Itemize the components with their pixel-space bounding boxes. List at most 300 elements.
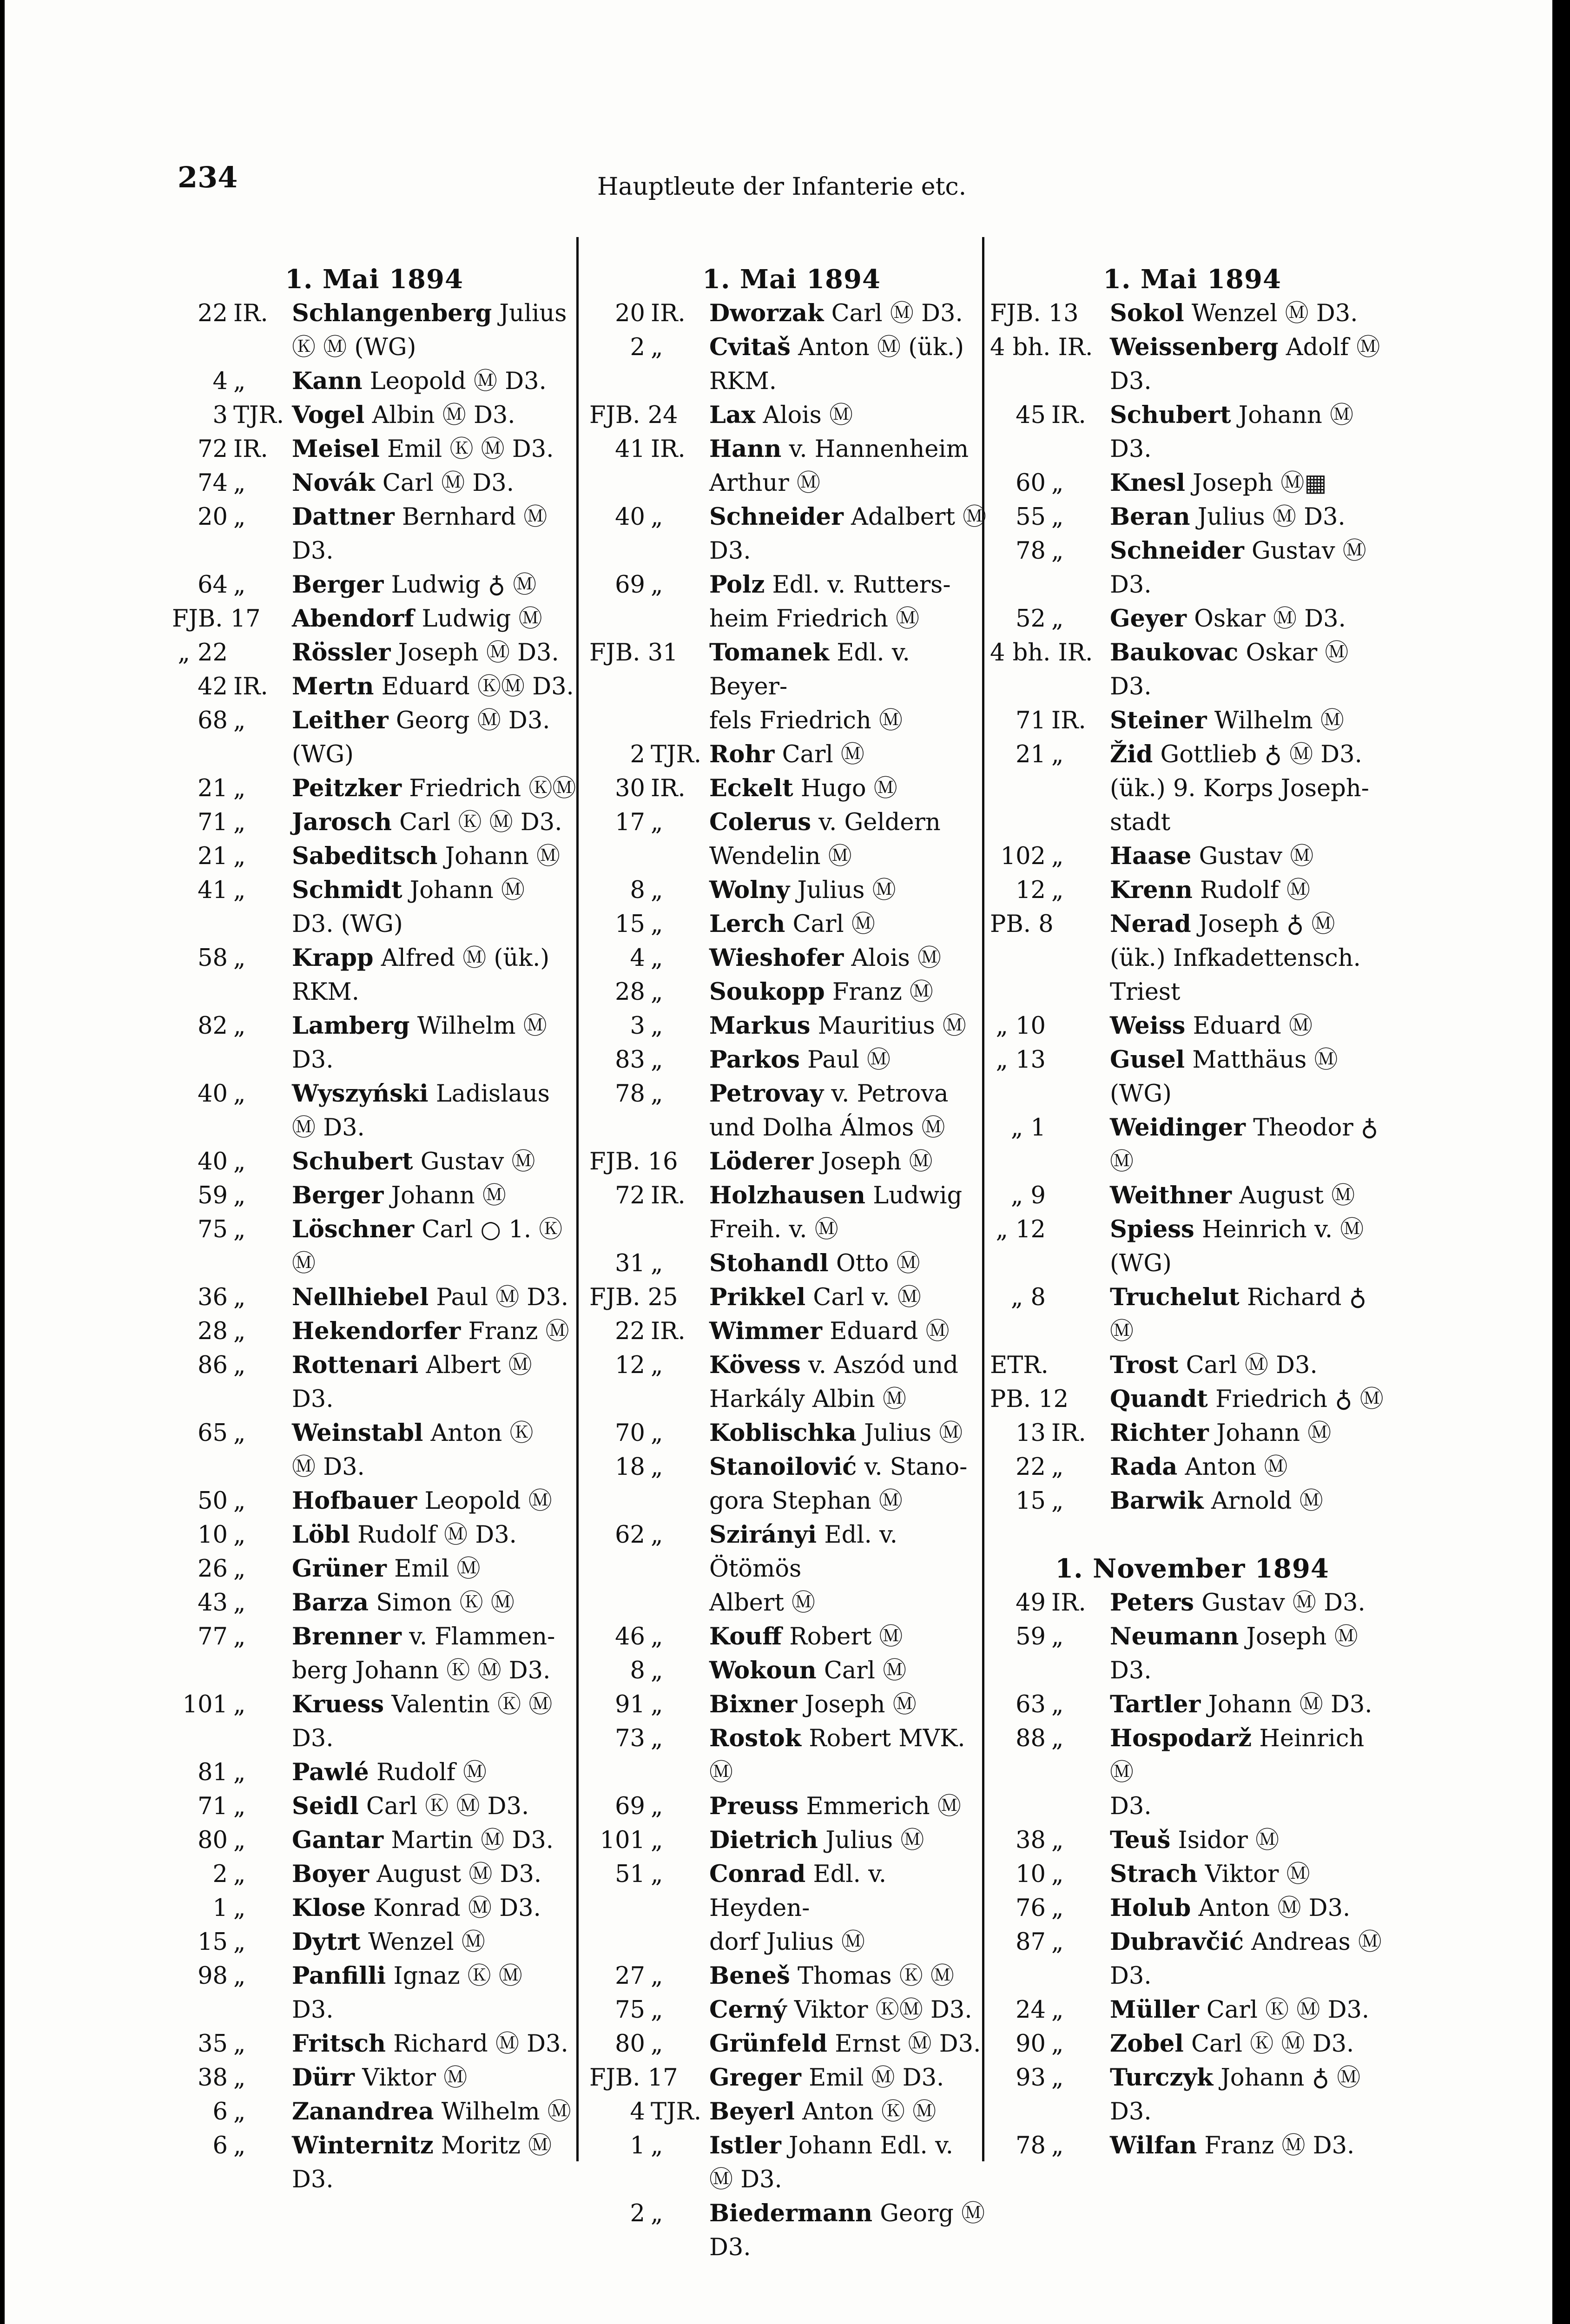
surname: Petrovay bbox=[709, 1080, 824, 1108]
regiment-number: PB. 12 bbox=[990, 1386, 1069, 1413]
surname: Istler bbox=[709, 2132, 781, 2159]
regiment-number: 102 bbox=[1000, 843, 1046, 870]
regiment-type: „ bbox=[651, 1046, 663, 1074]
regiment-type: IR. bbox=[1051, 402, 1086, 429]
regiment-number: 22 bbox=[615, 1318, 645, 1345]
surname: Schubert bbox=[1110, 401, 1231, 429]
surname: Brenner bbox=[292, 1623, 402, 1651]
regiment-type: IR. bbox=[233, 673, 268, 700]
regiment-number: 73 bbox=[615, 1725, 645, 1752]
officer-entry bbox=[589, 500, 994, 568]
surname: Richter bbox=[1110, 1419, 1209, 1447]
officer-name: Kann Leopold Ⓜ D3. bbox=[292, 367, 547, 395]
officer-name: Teuš Isidor Ⓜ bbox=[1110, 1826, 1280, 1854]
regiment-number: 21 bbox=[198, 843, 228, 870]
regiment-number: 28 bbox=[615, 978, 645, 1006]
regiment-type: „ bbox=[233, 1419, 246, 1447]
officer-name: Meisel Emil Ⓚ Ⓜ D3. bbox=[292, 435, 554, 463]
regiment-type: „ bbox=[651, 571, 663, 599]
officer-entry bbox=[172, 1281, 576, 1314]
surname: Lerch bbox=[709, 910, 785, 938]
surname: Lax bbox=[709, 401, 756, 429]
regiment-type: „ bbox=[233, 809, 246, 836]
officer-entry bbox=[990, 398, 1394, 466]
officer-name: Dattner Bernhard Ⓜ D3. bbox=[292, 503, 548, 565]
officer-name: Zobel Carl Ⓚ Ⓜ D3. bbox=[1110, 2030, 1354, 2058]
column-1 bbox=[172, 263, 576, 2197]
regiment-number: 58 bbox=[198, 944, 228, 972]
regiment-type: „ bbox=[233, 1555, 246, 1583]
regiment-type: „ bbox=[651, 1012, 663, 1040]
officer-name: Rottenari Albert Ⓜ D3. bbox=[292, 1351, 532, 1413]
surname: Lamberg bbox=[292, 1012, 410, 1040]
officer-entry bbox=[172, 2061, 576, 2095]
regiment-number: 78 bbox=[1016, 2132, 1046, 2159]
officer-name: Truchelut Richard ♁ Ⓜ bbox=[1110, 1283, 1367, 1345]
regiment-type: IR. bbox=[1051, 707, 1086, 734]
officer-entry bbox=[172, 297, 576, 364]
surname: Nellhiebel bbox=[292, 1283, 429, 1311]
officer-entry bbox=[589, 1179, 994, 1247]
regiment-number: 71 bbox=[1016, 707, 1046, 734]
officer-name: Koblischka Julius Ⓜ bbox=[709, 1419, 963, 1447]
officer-entry bbox=[172, 805, 576, 839]
officer-name: Grünfeld Ernst Ⓜ D3. bbox=[709, 2030, 981, 2058]
surname: Zobel bbox=[1110, 2030, 1184, 2058]
officer-name: Szirányi Edl. v. Ötömös Albert Ⓜ bbox=[709, 1521, 897, 1617]
surname: Weissenberg bbox=[1110, 333, 1279, 361]
officer-entry bbox=[589, 2129, 994, 2197]
officer-name: Soukopp Franz Ⓜ bbox=[709, 978, 933, 1006]
officer-entry bbox=[589, 1993, 994, 2027]
surname: Eckelt bbox=[709, 774, 793, 802]
officer-entry bbox=[589, 1450, 994, 1518]
officer-name: Dürr Viktor Ⓜ bbox=[292, 2064, 468, 2092]
surname: Schneider bbox=[709, 503, 844, 531]
surname: Jarosch bbox=[292, 808, 392, 836]
officer-name: Beneš Thomas Ⓚ Ⓜ bbox=[709, 1962, 954, 1990]
surname: Winternitz bbox=[292, 2132, 434, 2159]
officer-name: Markus Mauritius Ⓜ bbox=[709, 1012, 966, 1040]
regiment-type: „ bbox=[1051, 1453, 1064, 1481]
officer-entry bbox=[172, 1348, 576, 1416]
officer-name: Wimmer Eduard Ⓜ bbox=[709, 1317, 950, 1345]
officer-entry bbox=[990, 1179, 1394, 1213]
officer-name: Zanandrea Wilhelm Ⓜ bbox=[292, 2098, 571, 2126]
regiment-type: IR. bbox=[651, 1318, 686, 1345]
regiment-number: 60 bbox=[1016, 469, 1046, 497]
regiment-type: „ bbox=[651, 1996, 663, 2024]
officer-name: Dworzak Carl Ⓜ D3. bbox=[709, 299, 963, 327]
regiment-number: „ 10 bbox=[996, 1012, 1046, 1040]
regiment-number: FJB. 24 bbox=[589, 402, 678, 429]
regiment-number: 75 bbox=[198, 1216, 228, 1243]
officer-entry bbox=[172, 1586, 576, 1620]
surname: Holub bbox=[1110, 1894, 1191, 1922]
regiment-number: „ 9 bbox=[1010, 1182, 1046, 1209]
surname: Nerad bbox=[1110, 910, 1191, 938]
officer-entry bbox=[172, 364, 576, 398]
regiment-type: „ bbox=[233, 1318, 246, 1345]
officer-entry bbox=[172, 1823, 576, 1857]
officer-entry bbox=[990, 2129, 1394, 2163]
regiment-type: „ bbox=[1051, 2132, 1064, 2159]
regiment-number: 28 bbox=[198, 1318, 228, 1345]
regiment-type: IR. bbox=[233, 300, 268, 327]
surname: Quandt bbox=[1110, 1385, 1208, 1413]
regiment-type: „ bbox=[233, 944, 246, 972]
officer-name: Hekendorfer Franz Ⓜ bbox=[292, 1317, 569, 1345]
surname: Weidinger bbox=[1110, 1114, 1246, 1142]
officer-name: Quandt Friedrich ♁ Ⓜ bbox=[1110, 1385, 1384, 1413]
officer-name: Mertn Eduard ⓀⓂ D3. bbox=[292, 673, 574, 700]
officer-entry bbox=[172, 1857, 576, 1891]
regiment-type: „ bbox=[651, 1827, 663, 1854]
regiment-type: „ bbox=[233, 1623, 246, 1651]
officer-name: Hospodarž Heinrich Ⓜ D3. bbox=[1110, 1724, 1365, 1820]
officer-name: Haase Gustav Ⓜ bbox=[1110, 842, 1314, 870]
officer-entry bbox=[172, 772, 576, 805]
officer-name: Beyerl Anton Ⓚ Ⓜ bbox=[709, 2098, 937, 2126]
officer-entry bbox=[172, 839, 576, 873]
regiment-number: 4 bbox=[212, 368, 228, 395]
surname: Greger bbox=[709, 2064, 801, 2092]
surname: Gantar bbox=[292, 1826, 384, 1854]
regiment-type: „ bbox=[1051, 1827, 1064, 1854]
officer-entry bbox=[172, 466, 576, 500]
officer-name: Jarosch Carl Ⓚ Ⓜ D3. bbox=[292, 808, 562, 836]
regiment-number: 63 bbox=[1016, 1691, 1046, 1718]
officer-entry bbox=[589, 907, 994, 941]
regiment-number: 1 bbox=[212, 1895, 228, 1922]
officer-entry bbox=[990, 1348, 1394, 1382]
officer-name: Holzhausen Ludwig Freih. v. Ⓜ bbox=[709, 1182, 963, 1243]
regiment-type: „ bbox=[651, 911, 663, 938]
officer-entry bbox=[990, 1620, 1394, 1688]
regiment-type: „ bbox=[233, 1861, 246, 1888]
surname: Leither bbox=[292, 706, 389, 734]
officer-entry bbox=[990, 1891, 1394, 1925]
regiment-number: „ 13 bbox=[996, 1046, 1046, 1074]
regiment-type: „ bbox=[651, 2132, 663, 2159]
officer-entry bbox=[589, 1314, 994, 1348]
surname: Wieshofer bbox=[709, 944, 844, 972]
regiment-type: TJR. bbox=[233, 402, 284, 429]
regiment-number: „ 1 bbox=[1010, 1114, 1046, 1142]
officer-name: Lax Alois Ⓜ bbox=[709, 401, 853, 429]
regiment-number: 20 bbox=[198, 503, 228, 531]
regiment-type: „ bbox=[233, 1962, 246, 1990]
officer-entry bbox=[172, 1213, 576, 1281]
surname: Conrad bbox=[709, 1860, 806, 1888]
regiment-number: 90 bbox=[1016, 2030, 1046, 2058]
regiment-number: 72 bbox=[615, 1182, 645, 1209]
regiment-number: 62 bbox=[615, 1521, 645, 1549]
regiment-number: 22 bbox=[1016, 1453, 1046, 1481]
officer-entry bbox=[990, 1484, 1394, 1518]
regiment-type: „ bbox=[1051, 741, 1064, 768]
surname: Schubert bbox=[292, 1148, 413, 1175]
officer-entry bbox=[990, 1688, 1394, 1722]
officer-name: Cerný Viktor ⓀⓂ D3. bbox=[709, 1996, 972, 2024]
officer-entry bbox=[172, 636, 576, 670]
officer-entry bbox=[172, 1484, 576, 1518]
surname: Schneider bbox=[1110, 537, 1244, 565]
regiment-number: „ 22 bbox=[178, 639, 228, 667]
officer-name: Parkos Paul Ⓜ bbox=[709, 1046, 891, 1074]
regiment-number: FJB. 31 bbox=[589, 639, 678, 667]
officer-entry bbox=[172, 500, 576, 568]
officer-name: Biedermann Georg Ⓜ D3. bbox=[709, 2199, 985, 2261]
regiment-number: 80 bbox=[615, 2030, 645, 2058]
surname: Holzhausen bbox=[709, 1182, 865, 1209]
officer-name: Preuss Emmerich Ⓜ bbox=[709, 1792, 961, 1820]
officer-entry bbox=[172, 1145, 576, 1179]
regiment-type: „ bbox=[233, 2132, 246, 2159]
regiment-type: IR. bbox=[651, 1182, 686, 1209]
officer-entry bbox=[990, 1722, 1394, 1823]
surname: Markus bbox=[709, 1012, 811, 1040]
regiment-type: „ bbox=[233, 1759, 246, 1786]
officer-entry bbox=[589, 1348, 994, 1416]
regiment-number: 93 bbox=[1016, 2064, 1046, 2092]
regiment-number: 12 bbox=[615, 1352, 645, 1379]
officer-name: Steiner Wilhelm Ⓜ bbox=[1110, 706, 1344, 734]
officer-entry bbox=[589, 568, 994, 636]
surname: Weiss bbox=[1110, 1012, 1186, 1040]
surname: Barza bbox=[292, 1589, 369, 1617]
officer-entry bbox=[589, 941, 994, 975]
officer-name: Fritsch Richard Ⓜ D3. bbox=[292, 2030, 568, 2058]
surname: Kruess bbox=[292, 1690, 384, 1718]
regiment-type: IR. bbox=[651, 300, 686, 327]
surname: Truchelut bbox=[1110, 1283, 1240, 1311]
officer-name: Hann v. Hannenheim Arthur Ⓜ bbox=[709, 435, 969, 497]
officer-name: Bixner Joseph Ⓜ bbox=[709, 1690, 917, 1718]
regiment-type: „ bbox=[233, 2030, 246, 2058]
surname: Grüner bbox=[292, 1555, 387, 1583]
surname: Wilfan bbox=[1110, 2132, 1197, 2159]
surname: Peitzker bbox=[292, 774, 402, 802]
surname: Weinstabl bbox=[292, 1419, 423, 1447]
officer-entry bbox=[990, 636, 1394, 704]
surname: Spiess bbox=[1110, 1215, 1194, 1243]
officer-name: Berger Johann Ⓜ bbox=[292, 1182, 506, 1209]
regiment-number: 8 bbox=[630, 877, 645, 904]
regiment-number: 71 bbox=[198, 1793, 228, 1820]
regiment-type: „ bbox=[651, 1250, 663, 1277]
surname: Dietrich bbox=[709, 1826, 818, 1854]
regiment-type: „ bbox=[233, 1793, 246, 1820]
regiment-type: „ bbox=[233, 775, 246, 802]
regiment-type: „ bbox=[651, 1861, 663, 1888]
regiment-number: 64 bbox=[198, 571, 228, 599]
regiment-type: „ bbox=[1051, 503, 1064, 531]
officer-name: Colerus v. Geldern Wendelin Ⓜ bbox=[709, 808, 941, 870]
surname: Preuss bbox=[709, 1792, 799, 1820]
surname: Koblischka bbox=[709, 1419, 857, 1447]
regiment-type: „ bbox=[233, 2064, 246, 2092]
regiment-type: „ bbox=[233, 1352, 246, 1379]
officer-name: Panfilli Ignaz Ⓚ Ⓜ D3. bbox=[292, 1962, 522, 2024]
officer-name: Dubravčić Andreas Ⓜ D3. bbox=[1110, 1928, 1382, 1990]
surname: Seidl bbox=[292, 1792, 359, 1820]
regiment-number: 71 bbox=[198, 809, 228, 836]
officer-name: Eckelt Hugo Ⓜ bbox=[709, 774, 897, 802]
surname: Kövess bbox=[709, 1351, 801, 1379]
surname: Schlangenberg bbox=[292, 299, 492, 327]
officer-entry bbox=[589, 1043, 994, 1077]
officer-name: Boyer August Ⓜ D3. bbox=[292, 1860, 542, 1888]
regiment-number: 65 bbox=[198, 1419, 228, 1447]
regiment-number: 27 bbox=[615, 1962, 645, 1990]
regiment-number: 6 bbox=[212, 2132, 228, 2159]
surname: Soukopp bbox=[709, 978, 825, 1006]
officer-entry bbox=[172, 1891, 576, 1925]
regiment-type: „ bbox=[233, 2098, 246, 2126]
officer-entry bbox=[172, 1314, 576, 1348]
regiment-number: 49 bbox=[1016, 1589, 1046, 1617]
officer-entry bbox=[990, 839, 1394, 873]
surname: Zanandrea bbox=[292, 2098, 434, 2126]
officer-entry bbox=[589, 398, 994, 432]
officer-entry bbox=[172, 1620, 576, 1688]
surname: Krapp bbox=[292, 944, 374, 972]
regiment-type: „ bbox=[233, 1827, 246, 1854]
officer-name: Trost Carl Ⓜ D3. bbox=[1110, 1351, 1318, 1379]
regiment-type: „ bbox=[233, 1691, 246, 1718]
officer-entry bbox=[172, 1179, 576, 1213]
officer-name: Winternitz Moritz Ⓜ D3. bbox=[292, 2132, 552, 2193]
officer-entry bbox=[990, 1993, 1394, 2027]
surname: Pawlé bbox=[292, 1758, 369, 1786]
surname: Biedermann bbox=[709, 2199, 873, 2227]
regiment-type: „ bbox=[651, 1080, 663, 1108]
regiment-number: ETR. bbox=[990, 1352, 1049, 1379]
column-2 bbox=[589, 263, 994, 2265]
regiment-number: 40 bbox=[198, 1080, 228, 1108]
regiment-number: 78 bbox=[615, 1080, 645, 1108]
officer-entry bbox=[172, 873, 576, 941]
surname: Prikkel bbox=[709, 1283, 806, 1311]
officer-name: Löbl Rudolf Ⓜ D3. bbox=[292, 1521, 517, 1549]
surname: Beran bbox=[1110, 503, 1190, 531]
officer-entry bbox=[172, 2027, 576, 2061]
surname: Neumann bbox=[1110, 1623, 1239, 1651]
regiment-type: „ bbox=[651, 2030, 663, 2058]
officer-entry bbox=[589, 1416, 994, 1450]
surname: Gusel bbox=[1110, 1046, 1185, 1074]
surname: Kann bbox=[292, 367, 363, 395]
surname: Kouff bbox=[709, 1623, 782, 1651]
surname: Barwik bbox=[1110, 1487, 1204, 1515]
regiment-number: 82 bbox=[198, 1012, 228, 1040]
officer-name: Petrovay v. Petrova und Dolha Álmos Ⓜ bbox=[709, 1080, 949, 1142]
officer-name: Schubert Johann Ⓜ D3. bbox=[1110, 401, 1354, 463]
officer-entry bbox=[589, 1009, 994, 1043]
surname: Hann bbox=[709, 435, 782, 463]
officer-entry bbox=[990, 500, 1394, 534]
regiment-number: 26 bbox=[198, 1555, 228, 1583]
regiment-type: „ bbox=[1051, 605, 1064, 633]
regiment-number: 51 bbox=[615, 1861, 645, 1888]
surname: Krenn bbox=[1110, 876, 1193, 904]
surname: Beyerl bbox=[709, 2098, 795, 2126]
regiment-number: 40 bbox=[615, 503, 645, 531]
regiment-number: „ 12 bbox=[996, 1216, 1046, 1243]
surname: Polz bbox=[709, 571, 765, 599]
regiment-number: FJB. 13 bbox=[990, 300, 1079, 327]
surname: Mertn bbox=[292, 673, 374, 700]
regiment-number: 15 bbox=[615, 911, 645, 938]
officer-name: Rada Anton Ⓜ bbox=[1110, 1453, 1288, 1481]
officer-entry bbox=[172, 1552, 576, 1586]
regiment-type: „ bbox=[233, 1284, 246, 1311]
regiment-number: 75 bbox=[615, 1996, 645, 2024]
surname: Fritsch bbox=[292, 2030, 386, 2058]
officer-entry bbox=[172, 1077, 576, 1145]
officer-name: Seidl Carl Ⓚ Ⓜ D3. bbox=[292, 1792, 529, 1820]
officer-entry bbox=[172, 1009, 576, 1077]
officer-entry bbox=[172, 602, 576, 636]
surname: Rostok bbox=[709, 1724, 802, 1752]
regiment-type: „ bbox=[233, 1216, 246, 1243]
officer-entry bbox=[990, 1823, 1394, 1857]
regiment-number: 70 bbox=[615, 1419, 645, 1447]
regiment-type: IR. bbox=[651, 436, 686, 463]
surname: Peters bbox=[1110, 1589, 1194, 1617]
surname: Stohandl bbox=[709, 1249, 829, 1277]
regiment-number: 81 bbox=[198, 1759, 228, 1786]
officer-name: Gusel Matthäus Ⓜ (WG) bbox=[1110, 1046, 1338, 1108]
officer-name: Weithner August Ⓜ bbox=[1110, 1182, 1355, 1209]
officer-entry bbox=[589, 1722, 994, 1789]
officer-entry bbox=[990, 2061, 1394, 2129]
officer-name: Cvitaš Anton Ⓜ (ük.) RKM. bbox=[709, 333, 964, 395]
surname: Dürr bbox=[292, 2064, 355, 2092]
regiment-number: 41 bbox=[615, 436, 645, 463]
officer-name: Leither Georg Ⓜ D3. (WG) bbox=[292, 706, 550, 768]
officer-name: Dytrt Wenzel Ⓜ bbox=[292, 1928, 485, 1956]
officer-entry bbox=[589, 1620, 994, 1654]
regiment-number: 38 bbox=[1016, 1827, 1046, 1854]
officer-entry bbox=[990, 297, 1394, 330]
officer-entry bbox=[990, 1382, 1394, 1416]
regiment-number: 69 bbox=[615, 1793, 645, 1820]
regiment-number: 35 bbox=[198, 2030, 228, 2058]
officer-name: Wyszyński Ladislaus Ⓜ D3. bbox=[292, 1080, 550, 1142]
officer-name: Holub Anton Ⓜ D3. bbox=[1110, 1894, 1351, 1922]
officer-entry bbox=[589, 636, 994, 738]
officer-entry bbox=[990, 602, 1394, 636]
officer-entry bbox=[990, 1857, 1394, 1891]
officer-entry bbox=[990, 1213, 1394, 1281]
officer-name: Rössler Joseph Ⓜ D3. bbox=[292, 639, 559, 667]
officer-name: Weinstabl Anton Ⓚ Ⓜ D3. bbox=[292, 1419, 534, 1481]
regiment-type: „ bbox=[1051, 877, 1064, 904]
officer-name: Baukovac Oskar Ⓜ D3. bbox=[1110, 639, 1349, 700]
regiment-number: 36 bbox=[198, 1284, 228, 1311]
regiment-number: 2 bbox=[630, 334, 645, 361]
officer-entry bbox=[990, 907, 1394, 1009]
regiment-type: „ bbox=[651, 1453, 663, 1481]
regiment-type: „ bbox=[233, 1589, 246, 1617]
officer-entry bbox=[172, 2129, 576, 2197]
officer-name: Kouff Robert Ⓜ bbox=[709, 1623, 903, 1651]
officer-entry bbox=[990, 1586, 1394, 1620]
officer-entry bbox=[990, 1450, 1394, 1484]
regiment-number: 74 bbox=[198, 469, 228, 497]
